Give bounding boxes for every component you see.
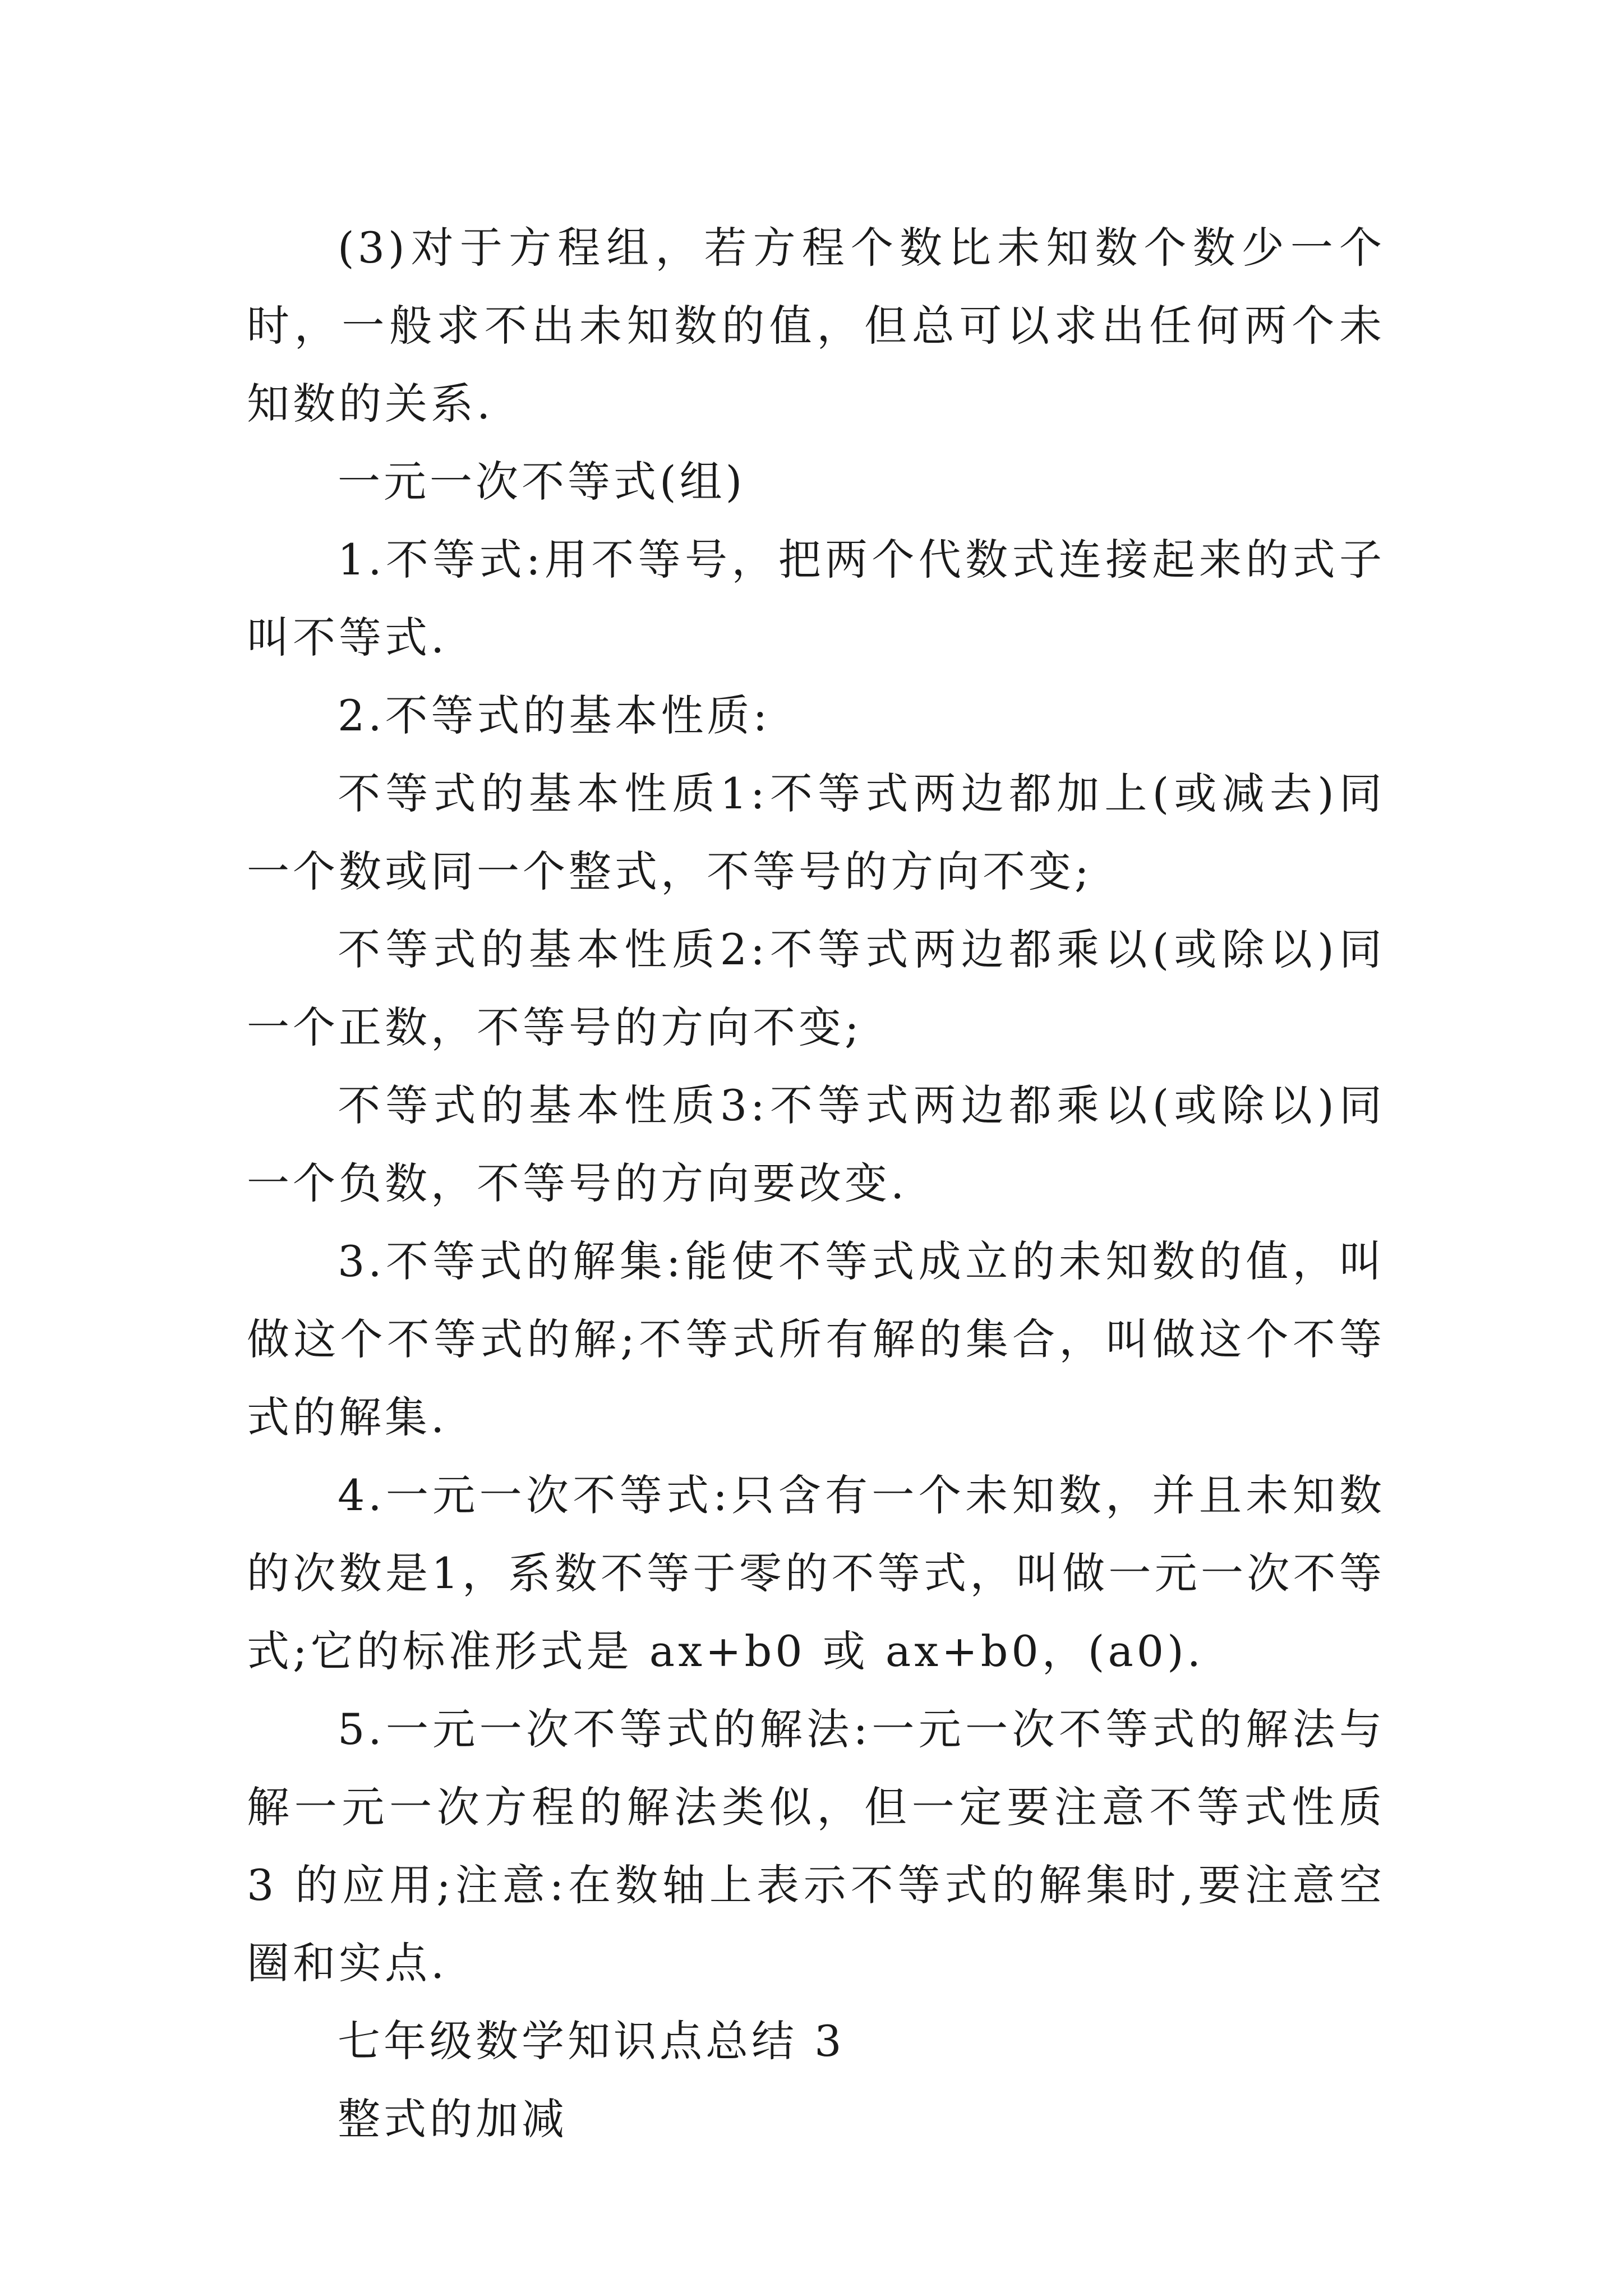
paragraph-property-1: 不等式的基本性质1:不等式两边都加上(或减去)同一个数或同一个整式，不等号的方向不变; [247, 769, 1385, 896]
section-heading-inequality: 一元一次不等式(组) [338, 457, 746, 507]
paragraph-basic-properties-heading: 2.不等式的基本性质: [338, 691, 771, 740]
paragraph-inequality-definition: 1.不等式:用不等号，把两个代数式连接起来的式子叫不等式. [247, 535, 1385, 662]
paragraph-linear-inequality: 4.一元一次不等式:只含有一个未知数，并且未知数的次数是1，系数不等于零的不等式，叫做一元一次不等式;它的标准形式是 ax+b0 或 ax+b0，(a0). [247, 1470, 1385, 1676]
section-heading-polynomial: 整式的加减 [338, 2094, 568, 2144]
paragraph-equation-system-note: (3)对于方程组，若方程个数比未知数个数少一个时，一般求不出未知数的值，但总可以求出任何两个未知数的关系. [247, 223, 1385, 429]
document-body [247, 209, 1385, 2158]
paragraph-solution-set: 3.不等式的解集:能使不等式成立的未知数的值，叫做这个不等式的解;不等式所有解的集合，叫做这个不等式的解集. [247, 1236, 1385, 1442]
section-title-summary-3: 七年级数学知识点总结 3 [338, 2016, 845, 2066]
paragraph-solving-method: 5.一元一次不等式的解法:一元一次不等式的解法与解一元一次方程的解法类似，但一定要注意不等式性质 3 的应用;注意:在数轴上表示不等式的解集时,要注意空圈和实点. [247, 1704, 1385, 1988]
paragraph-property-3: 不等式的基本性质3:不等式两边都乘以(或除以)同一个负数，不等号的方向要改变. [247, 1080, 1385, 1208]
paragraph-property-2: 不等式的基本性质2:不等式两边都乘以(或除以)同一个正数，不等号的方向不变; [247, 924, 1385, 1052]
